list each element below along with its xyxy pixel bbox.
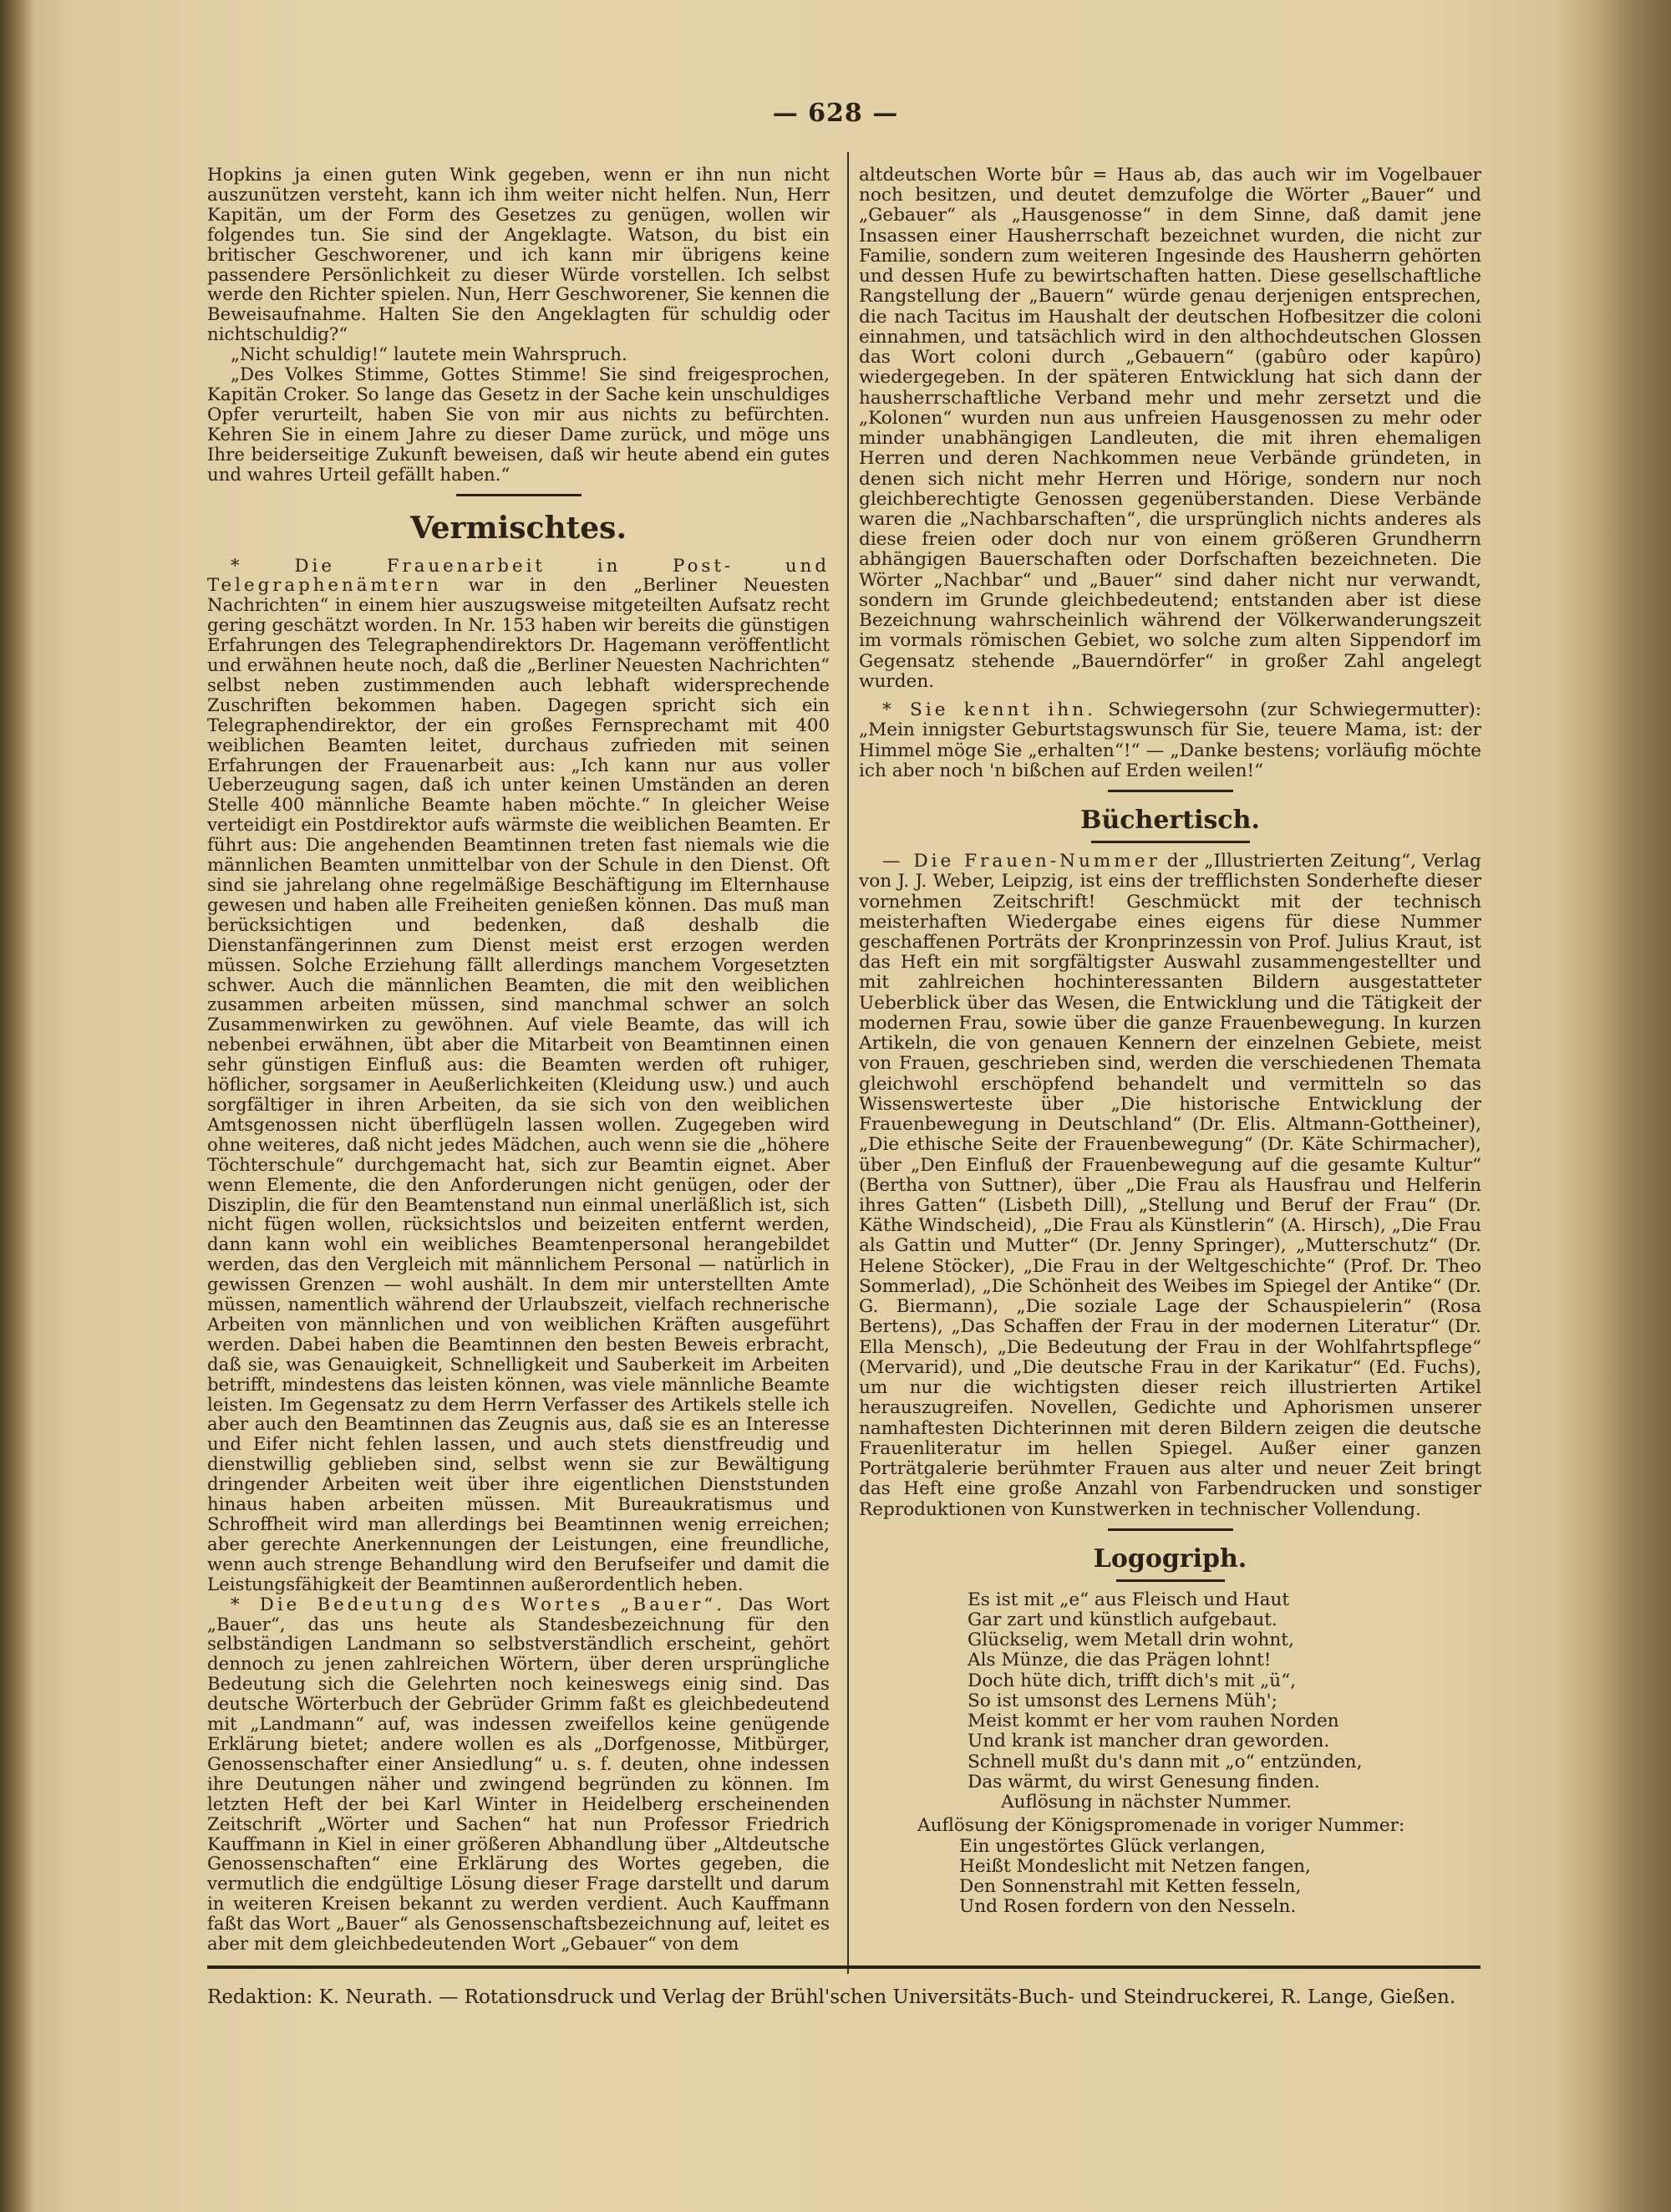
- poem-line: Und krank ist mancher dran geworden.: [968, 1731, 1330, 1752]
- footer-imprint: Redaktion: K. Neurath. — Rotationsdruck und Verlag der Brühl'schen Universitäts-Buch- und Steindruckerei, R. Lange, Gießen.: [207, 1986, 1456, 2008]
- article-body: Das Wort „Bauer“, das uns heute als Standesbezeichnung für den selbständigen Landmann so selbstverständlich erscheint, gehört dennoch zu jenen zahlreichen Wörtern, über deren ursprüngliche Bedeutung sich die Gelehrten noch keineswegs einig sind. Das deutsche Wörterbuch der Gebrüder Grimm faßt es gleichbedeutend mit „Landmann“ auf, was indessen zweifellos keine genügende Erklärung bietet; andere wollen es als „Dorfgenosse, Mitbürger, Genossenschafter einer Ansiedlung“ u. s. f. deuten, ohne indessen ihre Deutungen näher und zwingend begründen zu können. Im letzten Heft der bei Karl Winter in Heidelberg erscheinenden Zeitschrift „Wörter und Sachen“ hat nun Professor Friedrich Kauffmann in Kiel in einer größeren Abhandlung über „Altdeutsche Genossenschaften“ eine Erklärung des Wortes gegeben, die vermutlich die endgültige Lösung dieser Frage darstellt und darum in weiteren Kreisen bekannt zu werden verdient. Auch Kauffmann faßt das Wort „Bauer“ als Genossenschaftsbezeichnung auf, leitet es aber mit dem gleichbedeutenden Wort „Gebauer“ von dem: [207, 1594, 830, 1955]
- solution-block: [917, 1816, 1481, 1917]
- logogriph-poem: [968, 1590, 1481, 1813]
- story-ending-paragraph: „Nicht schuldig!“ lautete mein Wahrspruch.: [231, 344, 627, 366]
- section-title-buechertisch: Büchertisch.: [1080, 806, 1260, 836]
- section-rule: [1108, 1528, 1233, 1531]
- solution-heading: Auflösung der Königspromenade in voriger Nummer:: [917, 1815, 1405, 1837]
- story-ending-paragraph: „Des Volkes Stimme, Gottes Stimme! Sie sind freigesprochen, Kapitän Croker. So lange das Gesetz in der Sache kein unschuldiges Opfer verurteilt, haben Sie von mir aus nichts zu befürchten. Kehren Sie in einem Jahre zu dieser Dame zurück, und möge uns Ihre beiderseitige Zukunft beweisen, daß wir heute abend ein gutes und wahres Urteil gefällt haben.“: [207, 364, 830, 486]
- section-title-logogriph: Logogriph.: [1093, 1543, 1247, 1574]
- story-ending-paragraph: Hopkins ja einen guten Wink gegeben, wenn er ihn nun nicht auszunützen versteht, kann ich ihm weiter nicht helfen. Nun, Herr Kapitän, um der Form des Gesetzes zu genügen, wollen wir folgendes tun. Sie sind der Angeklagte. Watson, du bist ein britischer Geschworener, und ich kann mir übrigens keine passendere Persönlichkeit zu dieser Würde vorstellen. Ich selbst werde den Richter spielen. Nun, Herr Geschworener, Sie kennen die Beweisaufnahme. Halten Sie den Angeklagten für schuldig oder nichtschuldig?“: [207, 165, 830, 346]
- article-bauer: [207, 1595, 830, 1955]
- poem-line: Meist kommt er her vom rauhen Norden: [968, 1711, 1339, 1732]
- column-divider: [847, 152, 849, 1974]
- poem-line: Als Münze, die das Prägen lohnt!: [968, 1650, 1272, 1671]
- poem-line: Es ist mit „e“ aus Fleisch und Haut: [968, 1589, 1290, 1610]
- article-kennt-ihn: [859, 700, 1481, 781]
- footer-rule: [207, 1965, 1481, 1969]
- solution-line: Heißt Mondeslicht mit Netzen fangen,: [959, 1855, 1311, 1877]
- left-column: [207, 165, 830, 1955]
- article-body: der „Illustrierten Zeitung“, Verlag von J. J. Weber, Leipzig, ist eins der trefflichsten Sonderhefte dieser vornehmen Zeitschrift! Geschmückt mit der technisch meisterhaften Wiedergabe eines eigens für diese Nummer geschaffenen Porträts der Kronprinzessin von Prof. Julius Kraut, ist das Heft ein mit sorgfältigster Auswahl zusammengestellter und mit zahlreichen hochinteressanten Bildern ausgestatteter Ueberblick über das Wesen, die Entwicklung und die Tätigkeit der modernen Frau, sowie über die ganze Frauenbewegung. In kurzen Artikeln, die von genauen Kennern der einzelnen Gebiete, meist von Frauen, geschrieben sind, werden die verschiedenen Themata gleichwohl erschöpfend behandelt und vermitteln so das Wissenswerteste über „Die historische Entwicklung der Frauenbewegung in Deutschland“ (Dr. Elis. Altmann-Gottheiner), „Die ethische Seite der Frauenbewegung“ (Dr. Käte Schirmacher), über „Den Einfluß der Frauenbewegung auf die gesamte Kultur“ (Bertha von Suttner), über „Die Frau als Hausfrau und Helferin ihres Gatten“ (Lisbeth Dill), „Stellung und Beruf der Frau“ (Dr. Käthe Windscheid), „Die Frau als Künstlerin“ (A. Hirsch), „Die Frau als Gattin und Mutter“ (Dr. Jenny Springer), „Mutterschutz“ (Dr. Helene Stöcker), „Die Frau in der Weltgeschichte“ (Prof. Dr. Theo Sommerlad), „Die Schönheit des Weibes im Spiegel der Antike“ (Dr. G. Biermann), „Die soziale Lage der Schauspielerin“ (Rosa Bertens), „Das Schaffen der Frau in der modernen Literatur“ (Dr. Ella Mensch), „Die Bedeutung der Frau in der Wohlfahrtspflege“ (Mervarid), und „Die deutsche Frau in der Karikatur“ (Ed. Fuchs), um nur die wichtigsten dieser reich illustrierten Artikel herauszugreifen. Novellen, Gedichte und Aphorismen unserer namhaftesten Dichterinnen mit deren Bildern zeigen die deutsche Frauenliteratur im hellen Spiegel. Außer einer ganzen Porträtgalerie berühmter Frauen aus alter und neuer Zeit bringt das Heft eine große Anzahl von Farbendrucken und sonstiger Reproduktionen von Kunstwerken in technischer Vollendung.: [859, 851, 1481, 1520]
- section-rule: [1108, 790, 1233, 792]
- article-frauen-nummer: [859, 852, 1481, 1520]
- solution-line: Ein ungestörtes Glück verlangen,: [959, 1835, 1266, 1857]
- poem-line: So ist umsonst des Lernens Müh';: [968, 1690, 1277, 1711]
- section-rule: [456, 494, 582, 496]
- article-body: Schwiegersohn (zur Schwiegermutter): „Mein innigster Geburtstagswunsch für Sie, teuere Mama, ist: der Himmel möge Sie „erhalten“!“ — „Danke bestens; vorläufig möchte ich aber noch 'n bißchen auf Erden weilen!“: [859, 699, 1481, 781]
- section-title-vermischtes: Vermischtes.: [410, 510, 627, 546]
- poem-line: Das wärmt, du wirst Genesung finden.: [968, 1771, 1320, 1792]
- poem-line: Glückselig, wem Metall drin wohnt,: [968, 1630, 1294, 1651]
- right-column: [859, 165, 1481, 1918]
- article-lead: * Die Frauenarbeit in Post- und Telegraphenämtern: [207, 555, 830, 597]
- section-underline: [1091, 841, 1250, 843]
- article-lead: — Die Frauen-Nummer: [882, 851, 1161, 872]
- poem-note: Auflösung in nächster Nummer.: [1001, 1792, 1293, 1813]
- page-edge: [1596, 0, 1671, 2212]
- poem-line: Doch hüte dich, trifft dich's mit „ü“,: [968, 1670, 1297, 1691]
- article-body: war in den „Berliner Neuesten Nachrichten“ in einem hier auszugsweise mitgeteilten Aufsatz recht gering geschätzt worden. In Nr. 153 haben wir bereits die günstigen Erfahrungen des Telegraphendirektors Dr. Hagemann veröffentlicht und erwähnen heute noch, daß die „Berliner Neuesten Nachrichten“ selbst neben zustimmenden auch lebhaft widersprechende Zuschriften bekommen haben. Dagegen spricht sich ein Telegraphendirektor, der ein großes Fernsprechamt mit 400 weiblichen Beamten leitet, durchaus zufrieden mit seinen Erfahrungen der Frauenarbeit aus: „Ich kann nur aus voller Ueberzeugung sagen, daß ich unter keinen Umständen an deren Stelle 400 männliche Beamte haben möchte.“ In gleicher Weise verteidigt ein Postdirektor aufs wärmste die weiblichen Beamten. Er führt aus: Die angehenden Beamtinnen treten fast niemals wie die männlichen Beamten unmittelbar von der Schule in den Dienst. Oft sind sie jahrelang ohne regelmäßige Beschäftigung im Elternhause gewesen und haben alle Freiheiten genießen können. Das muß man berücksichtigen und bedenken, daß deshalb die Dienstanfängerinnen zum Dienst meist erst erzogen werden müssen. Solche Erziehung fällt allerdings manchem Vorgesetzten schwer. Auch die männlichen Beamten, die mit den weiblichen zusammen arbeiten müssen, sind manchmal schwer an solch Zusammenwirken zu gewöhnen. Auf viele Beamte, das will ich nebenbei erwähnen, übt aber die Mitarbeit von Beamtinnen einen sehr günstigen Einfluß aus: die Beamten werden oft ruhiger, höflicher, sorgsamer in Aeußerlichkeiten (Kleidung usw.) und auch sorgfältiger in ihren Arbeiten, da sie sich von den weiblichen Amtsgenossen nicht überflügeln lassen wollen. Zugegeben wird ohne weiteres, daß nicht jedes Mädchen, auch wenn sie die „höhere Töchterschule“ durchgemacht hat, sich zur Beamtin eignet. Aber wenn Elemente, die den Anforderungen nicht genügen, oder der Disziplin, die für den Beamtenstand nun einmal unerläßlich ist, sich nicht fügen wollen, rücksichtslos und beizeiten entfernt werden, dann kann wohl ein weibliches Beamtenpersonal herangebildet werden, das den Vergleich mit männlichem Personal — natürlich in gewissen Grenzen — wohl aushält. In dem mir unterstellten Amte müssen, namentlich während der Urlaubszeit, vielfach rechnerische Arbeiten von männlichen und von weiblichen Kräften ausgeführt werden. Dabei haben die Beamtinnen den besten Beweis erbracht, daß sie, was Genauigkeit, Schnelligkeit und Sauberkeit im Arbeiten betrifft, mindestens das leisten können, was viele männliche Beamte leisten. Im Gegensatz zu dem Herrn Verfasser des Artikels stelle ich aber auch den Beamtinnen das Zeugnis aus, daß sie es an Interesse und Eifer nicht fehlen lassen, und auch stets dienstfreudig und dienstwillig geblieben sind, selbst wenn sie zur Bewältigung dringender Arbeiten weit über ihre eigentlichen Dienststunden hinaus haben arbeiten müssen. Mit Bureaukratismus und Schroffheit wird man allerdings bei Beamtinnen wenig erreichen; aber gerechte Anerkennungen der Leistungen, eine freundliche, wenn auch strenge Behandlung wird den Berufseifer und damit die Leistungsfähigkeit der Beamtinnen außerordentlich heben.: [207, 575, 830, 1595]
- book-binding: [0, 0, 33, 2212]
- article-frauenarbeit: [207, 557, 830, 1595]
- solution-line: Und Rosen fordern von den Nesseln.: [959, 1896, 1297, 1918]
- page-number: — 628 —: [772, 99, 899, 128]
- article-bauer-continued: altdeutschen Worte bûr = Haus ab, das auch wir im Vogelbauer noch besitzen, und deutet demzufolge die Wörter „Bauer“ und „Gebauer“ als „Hausgenosse“ in dem Sinne, daß damit jene Insassen einer Hausherrschaft bezeichnet wurden, die nicht zur Familie, sondern zum weiteren Ingesinde des Hausherrn gehörten und dessen Hufe zu bewirtschaften hatten. Diese gesellschaftliche Rangstellung der „Bauern“ würde genau derjenigen entsprechen, die nach Tacitus im Haushalt der deutschen Hofbesitzer die coloni einnahmen, und tatsächlich wird in den althochdeutschen Glossen das Wort coloni durch „Gebauern“ (gabûro oder kapûro) wiedergegeben. In der späteren Entwicklung hat sich dann der hausherrschaftliche Verband mehr und mehr zersetzt und die „Kolonen“ wurden nun aus unfreien Hausgenossen zu mehr oder minder unabhängigen Landleuten, die mit ihren ehemaligen Herren und deren Nachkommen neue Verbände gründeten, in denen sich nicht mehr Herren und Hörige, sondern nur noch gleichberechtigte Genossen gegenüberstanden. Diese Verbände waren die „Nachbarschaften“, die ursprünglich nichts anderes als diese freien oder doch nur von einem größeren Grundherrn abhängigen Bauerschaften oder Dorfschaften bezeichneten. Die Wörter „Nachbar“ und „Bauer“ sind daher nicht nur verwandt, sondern im Grunde gleichbedeutend; entstanden aber ist diese Bezeichnung wahrscheinlich während der Völkerwanderungszeit im vormals römischen Gebiet, wo solche zum alten Sippendorf im Gegensatz stehende „Bauerndörfer“ in großer Zahl angelegt wurden.: [859, 165, 1481, 692]
- poem-line: Schnell mußt du's dann mit „o“ entzünden,: [968, 1751, 1363, 1772]
- article-lead: * Sie kennt ihn.: [882, 699, 1096, 721]
- poem-line: Gar zart und künstlich aufgebaut.: [968, 1609, 1277, 1630]
- solution-line: Den Sonnenstrahl mit Ketten fesseln,: [959, 1876, 1302, 1898]
- section-underline: [1116, 1579, 1225, 1582]
- article-lead: * Die Bedeutung des Wortes „Bauer“.: [231, 1594, 725, 1615]
